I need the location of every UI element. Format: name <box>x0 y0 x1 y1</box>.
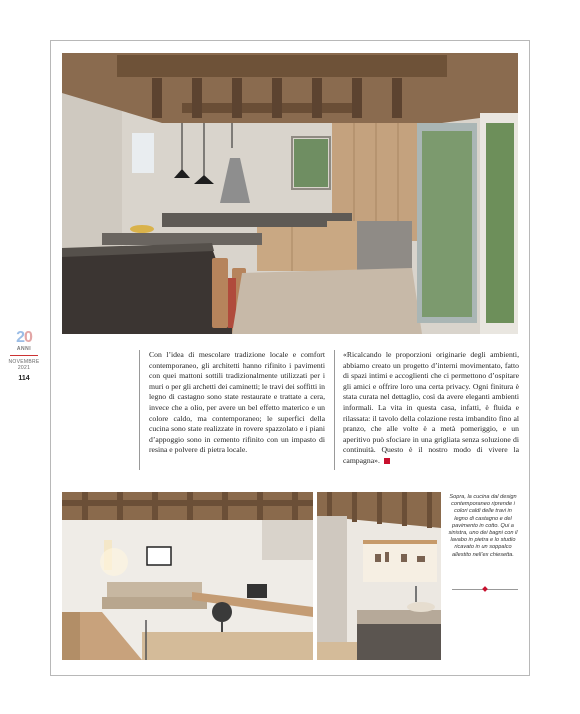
photo-caption: Sopra, la cucina dal design contemporaneo riprende i colori caldi delle travi in legno di castagno e del pavimento in cotto. Qui a sinistra, uno dei bagni con il lavabo in pietra e lo studio ricavato in un soppalco allestito nell’ex chiesetta. <box>448 494 518 558</box>
issue-year: 2021 <box>17 365 31 371</box>
article-column-right-text: «Ricalcando le proporzioni originarie degli ambienti, abbiamo creato un progetto d’interni movimentato, fatto di spazi intimi e accoglienti che ci permettono d’ospitare gli amici e offrire loro una certa privacy. Ogni finitura è stata curata nel dettaglio, così da avere eleganti ambienti informali. La vita in questa casa, infatti, è fluida e rilassata: il tavolo della colazione resta imbandito fino al pranzo, che alle volte è a metà pomeriggio, e un aperitivo può sfociare in una grigliata senza soluzione di continuità. Questo è il nostro modo di vivere la campagna». <box>343 350 519 465</box>
anni-label: ANNI <box>16 346 32 352</box>
badge-divider <box>10 355 38 356</box>
issue-month: NOVEMBRE <box>8 359 40 365</box>
article-column-left: Con l’idea di mescolare tradizione locale e comfort contemporaneo, gli architetti hanno rifinito i pavimenti con quei mattoni sottili tradizionalmente utilizzati per i muri o per gli archetti dei caminetti; le travi dei soffitti in legno di castagno sono state restaurate e trattate a cera, invece che a olio, per avere un bel effetto materico e un colore caldo, ma contemporaneo; le superfici della cucina sono state realizzate in rovere spazzolato e i piani d’appoggio sono in cemento rifinito con un impasto di resina e polvere di pietra locale. <box>149 350 325 455</box>
study-photo <box>62 492 313 660</box>
bathroom-photo <box>317 492 441 660</box>
logo-digit-zero: 0 <box>24 329 32 346</box>
logo-digit-two: 2 <box>16 329 24 346</box>
end-mark-icon <box>384 458 390 464</box>
article-column-right <box>343 350 519 467</box>
page-number: 114 <box>18 375 30 382</box>
kitchen-photo <box>62 53 518 334</box>
anni-logo <box>6 330 42 346</box>
anniversary-badge <box>6 330 42 382</box>
